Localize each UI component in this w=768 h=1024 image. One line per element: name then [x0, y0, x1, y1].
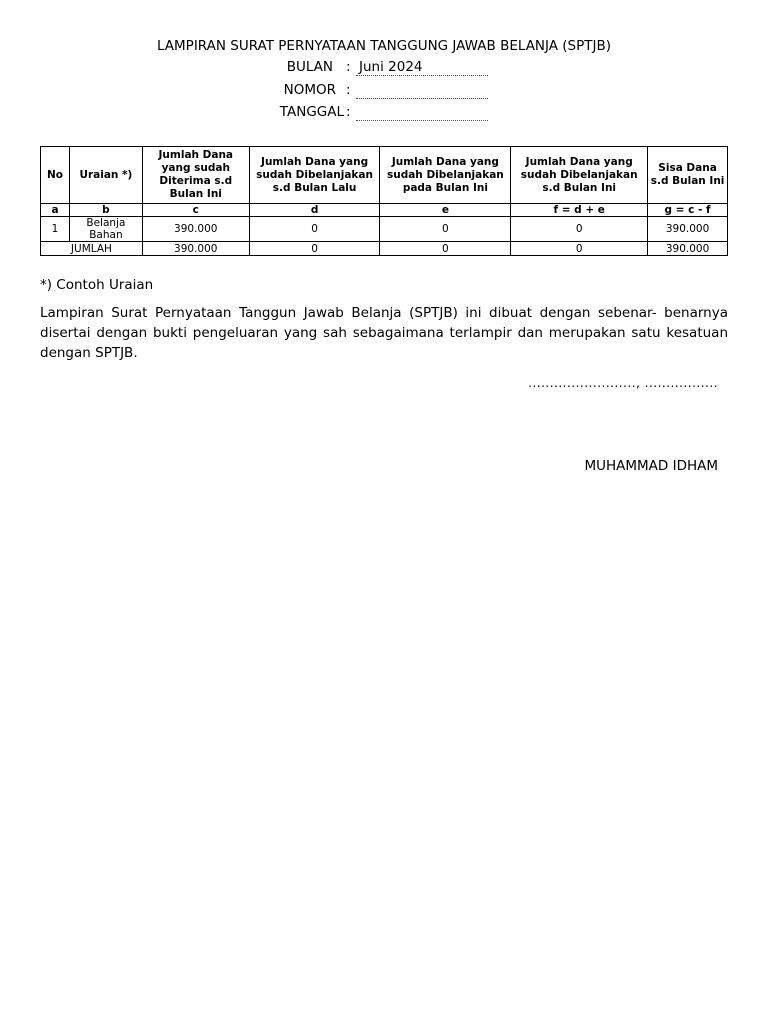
col-letter-d: d [249, 204, 380, 217]
cell-dibelanjakan-sd-bulan-ini: 0 [511, 217, 648, 242]
meta-value-tanggal [356, 104, 488, 121]
meta-row-tanggal [0, 104, 768, 122]
total-dibelanjakan-sd-bulan-ini: 0 [511, 242, 648, 256]
total-diterima: 390.000 [142, 242, 249, 256]
cell-diterima: 390.000 [142, 217, 249, 242]
meta-colon-tanggal: : [346, 104, 351, 120]
cell-sisa-dana: 390.000 [648, 217, 728, 242]
meta-label-nomor: NOMOR [283, 82, 336, 98]
table-total-row [41, 242, 728, 256]
total-label: JUMLAH [41, 242, 143, 256]
total-dibelanjakan-bulan-lalu: 0 [249, 242, 380, 256]
meta-label-tanggal: TANGGAL [279, 104, 344, 120]
col-letter-e: e [380, 204, 511, 217]
cell-no: 1 [41, 217, 70, 242]
sptjb-table [40, 146, 728, 256]
cell-uraian: Belanja Bahan [69, 217, 142, 242]
col-letter-c: c [142, 204, 249, 217]
col-header-dibelanjakan-bulan-ini: Jumlah Dana yang sudah Dibelanjakan pada Bulan Ini [380, 147, 511, 204]
table-letter-row [41, 204, 728, 217]
footnote: *) Contoh Uraian [40, 277, 154, 293]
table-row [41, 217, 728, 242]
cell-dibelanjakan-bulan-ini: 0 [380, 217, 511, 242]
place-date-line: ........................., ................. [528, 376, 718, 390]
signer-name: MUHAMMAD IDHAM [584, 458, 718, 474]
col-header-sisa-dana: Sisa Dana s.d Bulan Ini [648, 147, 728, 204]
col-header-dibelanjakan-bulan-lalu: Jumlah Dana yang sudah Dibelanjakan s.d Bulan Lalu [249, 147, 380, 204]
table-header-row [41, 147, 728, 204]
col-header-diterima: Jumlah Dana yang sudah Diterima s.d Bulan Ini [142, 147, 249, 204]
col-header-uraian: Uraian *) [69, 147, 142, 204]
col-letter-g: g = c - f [648, 204, 728, 217]
document-title: LAMPIRAN SURAT PERNYATAAN TANGGUNG JAWAB BELANJA (SPTJB) [156, 38, 612, 54]
meta-colon-nomor: : [346, 82, 351, 98]
col-header-dibelanjakan-sd-bulan-ini: Jumlah Dana yang sudah Dibelanjakan s.d Bulan Ini [511, 147, 648, 204]
cell-dibelanjakan-bulan-lalu: 0 [249, 217, 380, 242]
col-letter-f: f = d + e [511, 204, 648, 217]
statement-paragraph: Lampiran Surat Pernyataan Tanggun Jawab Belanja (SPTJB) ini dibuat dengan sebenar- benarnya disertai dengan bukti pengeluaran yang sah sebagaimana terlampir dan merupakan satu kesatuan dengan SPTJB. [40, 305, 728, 361]
meta-row-bulan [0, 59, 768, 77]
total-dibelanjakan-bulan-ini: 0 [380, 242, 511, 256]
total-sisa-dana: 390.000 [648, 242, 728, 256]
meta-colon-bulan: : [346, 59, 351, 75]
meta-value-nomor [356, 82, 488, 99]
col-header-no: No [41, 147, 70, 204]
meta-row-nomor [0, 82, 768, 100]
meta-label-bulan: BULAN [286, 59, 333, 75]
col-letter-a: a [41, 204, 70, 217]
meta-value-bulan: Juni 2024 [356, 59, 488, 76]
col-letter-b: b [69, 204, 142, 217]
